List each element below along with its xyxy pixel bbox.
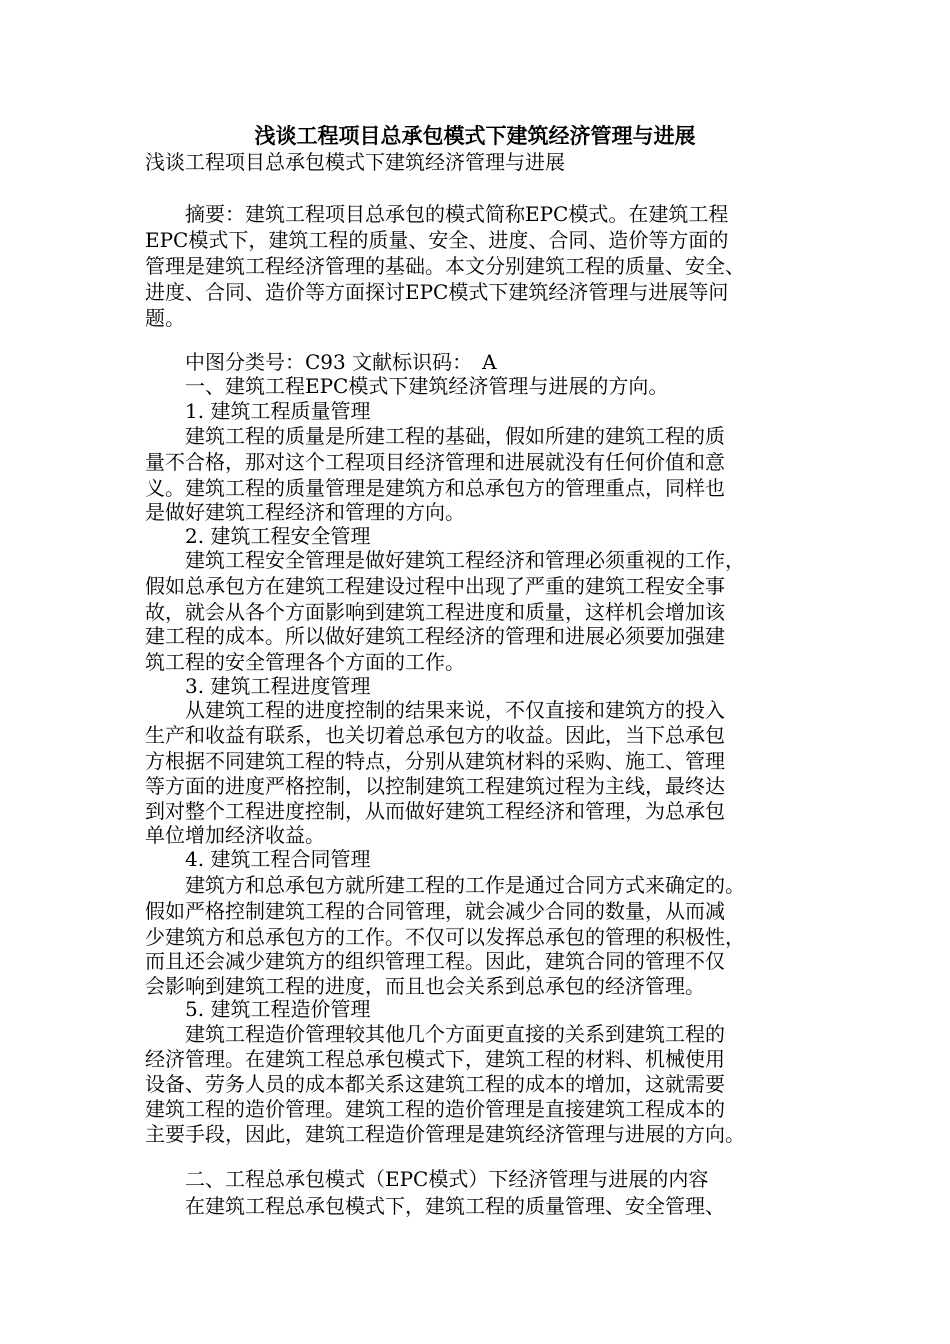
body-line: 经济管理。在建筑工程总承包模式下，建筑工程的材料、机械使用 bbox=[145, 1047, 725, 1071]
body-line: 管理是建筑工程经济管理的基础。本文分别建筑工程的质量、安全、 bbox=[145, 254, 745, 278]
body-line: 从建筑工程的进度控制的结果来说，不仅直接和建筑方的投入 bbox=[145, 698, 725, 722]
body-line: 筑工程的安全管理各个方面的工作。 bbox=[145, 650, 465, 674]
body-line: 进度、合同、造价等方面探讨EPC模式下建筑经济管理与进展等问 bbox=[145, 280, 729, 304]
body-line: 单位增加经济收益。 bbox=[145, 823, 325, 847]
body-line: 建筑方和总承包方就所建工程的工作是通过合同方式来确定的。 bbox=[145, 873, 745, 897]
body-line: 设备、劳务人员的成本都关系这建筑工程的成本的增加，这就需要 bbox=[145, 1072, 725, 1096]
body-line: 一、建筑工程EPC模式下建筑经济管理与进展的方向。 bbox=[145, 374, 669, 398]
body-line: 建筑工程的造价管理。建筑工程的造价管理是直接建筑工程成本的 bbox=[145, 1097, 725, 1121]
body-line: 建筑工程造价管理较其他几个方面更直接的关系到建筑工程的 bbox=[145, 1022, 725, 1046]
body-line: 等方面的进度严格控制，以控制建筑工程建筑过程为主线，最终达 bbox=[145, 774, 725, 798]
body-line: 而且还会减少建筑方的组织管理工程。因此，建筑合同的管理不仅 bbox=[145, 949, 725, 973]
body-line: 少建筑方和总承包方的工作。不仅可以发挥总承包的管理的积极性， bbox=[145, 925, 745, 949]
body-line: 二、工程总承包模式（EPC模式）下经济管理与进展的内容 bbox=[145, 1167, 709, 1191]
body-line: 1. 建筑工程质量管理 bbox=[145, 399, 371, 423]
body-line: 建筑工程的质量是所建工程的基础，假如所建的建筑工程的质 bbox=[145, 424, 725, 448]
body-line: 建工程的成本。所以做好建筑工程经济的管理和进展必须要加强建 bbox=[145, 624, 725, 648]
document-title: 浅谈工程项目总承包模式下建筑经济管理与进展 bbox=[254, 123, 696, 148]
body-line: 是做好建筑工程经济和管理的方向。 bbox=[145, 500, 465, 524]
body-line: 浅谈工程项目总承包模式下建筑经济管理与进展 bbox=[145, 150, 565, 174]
body-line: 主要手段，因此，建筑工程造价管理是建筑经济管理与进展的方向。 bbox=[145, 1122, 745, 1146]
body-line: 题。 bbox=[145, 306, 185, 330]
body-line: EPC模式下，建筑工程的质量、安全、进度、合同、造价等方面的 bbox=[145, 228, 729, 252]
body-line: 3. 建筑工程进度管理 bbox=[145, 674, 371, 698]
body-line: 5. 建筑工程造价管理 bbox=[145, 997, 371, 1021]
body-line: 方根据不同建筑工程的特点，分别从建筑材料的采购、施工、管理 bbox=[145, 749, 725, 773]
body-line: 4. 建筑工程合同管理 bbox=[145, 847, 371, 871]
body-line: 量不合格，那对这个工程项目经济管理和进展就没有任何价值和意 bbox=[145, 450, 725, 474]
body-line: 摘要：建筑工程项目总承包的模式简称EPC模式。在建筑工程 bbox=[145, 202, 729, 226]
body-line: 2. 建筑工程安全管理 bbox=[145, 524, 371, 548]
body-line: 假如严格控制建筑工程的合同管理，就会减少合同的数量，从而减 bbox=[145, 899, 725, 923]
body-line: 故，就会从各个方面影响到建筑工程进度和质量，这样机会增加该 bbox=[145, 600, 725, 624]
body-line: 在建筑工程总承包模式下，建筑工程的质量管理、安全管理、 bbox=[145, 1194, 725, 1218]
body-line: 建筑工程安全管理是做好建筑工程经济和管理必须重视的工作， bbox=[145, 548, 745, 572]
body-line: 义。建筑工程的质量管理是建筑方和总承包方的管理重点，同样也 bbox=[145, 476, 725, 500]
body-line: 生产和收益有联系，也关切着总承包方的收益。因此，当下总承包 bbox=[145, 723, 725, 747]
body-line: 假如总承包方在建筑工程建设过程中出现了严重的建筑工程安全事 bbox=[145, 574, 725, 598]
body-line: 会影响到建筑工程的进度，而且也会关系到总承包的经济管理。 bbox=[145, 974, 705, 998]
body-line: 到对整个工程进度控制，从而做好建筑工程经济和管理，为总承包 bbox=[145, 799, 725, 823]
body-line: 中图分类号：C93 文献标识码： A bbox=[145, 350, 497, 374]
